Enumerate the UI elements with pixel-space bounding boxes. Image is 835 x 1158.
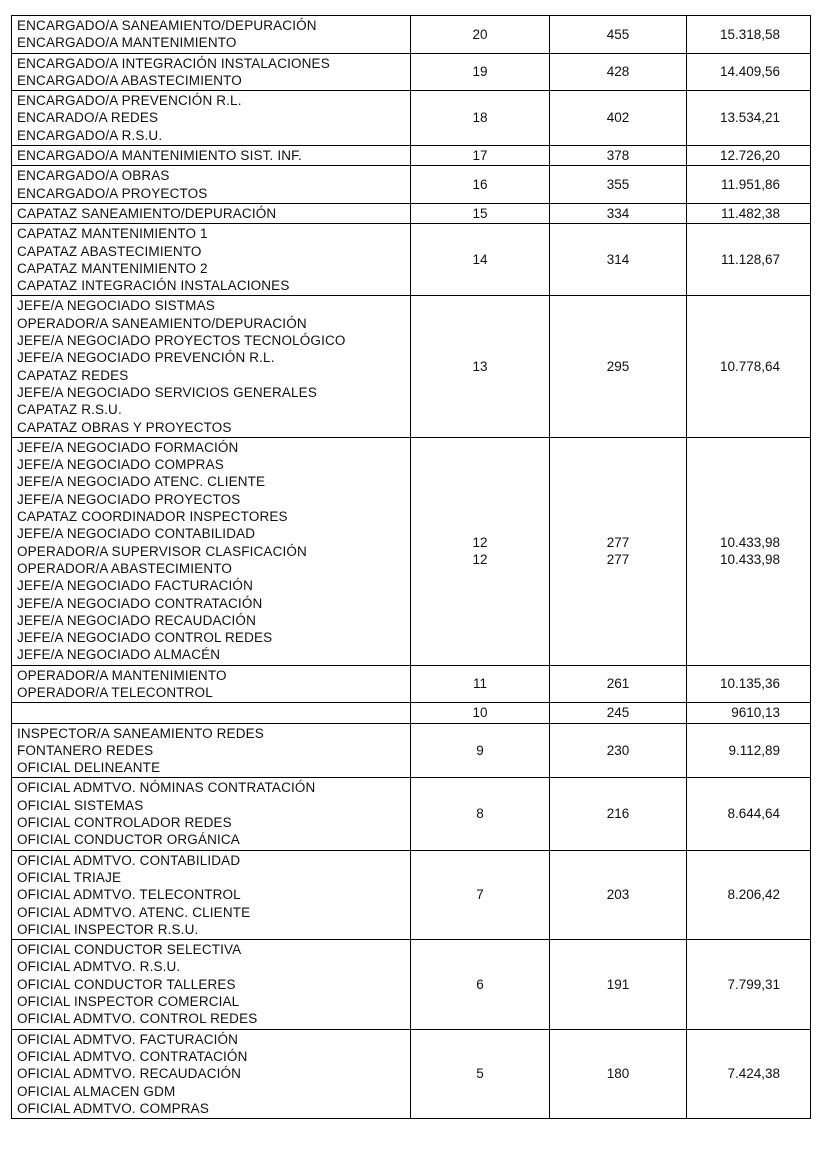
amount-text: 8.644,64 bbox=[727, 806, 780, 822]
category-text: OFICIAL DELINEANTE bbox=[17, 760, 161, 776]
points-cell bbox=[550, 665, 687, 703]
table-row bbox=[12, 665, 811, 703]
amount-text: 10.135,36 bbox=[719, 676, 780, 692]
level-text: 19 bbox=[472, 64, 488, 80]
points-text: 455 bbox=[606, 26, 630, 42]
category-text: OPERADOR/A SANEAMIENTO/DEPURACIÓN bbox=[17, 315, 307, 331]
level-text: 17 bbox=[472, 148, 488, 164]
points-cell bbox=[550, 146, 687, 166]
table-row bbox=[12, 53, 811, 91]
amount-cell bbox=[687, 723, 811, 778]
level-text: 6 bbox=[476, 976, 484, 992]
points-text: 203 bbox=[606, 887, 630, 903]
points-cell bbox=[550, 940, 687, 1029]
level-cell bbox=[411, 16, 550, 54]
points-cell bbox=[550, 16, 687, 54]
level-cell bbox=[411, 296, 550, 437]
amount-cell bbox=[687, 850, 811, 939]
category-text: JEFE/A NEGOCIADO RECAUDACIÓN bbox=[17, 612, 256, 628]
level-cell bbox=[411, 703, 550, 723]
table-row bbox=[12, 437, 811, 665]
amount-cell bbox=[687, 665, 811, 703]
category-text: ENCARGADO/A MANTENIMIENTO bbox=[17, 35, 237, 51]
level-cell bbox=[411, 850, 550, 939]
category-text: CAPATAZ ABASTECIMIENTO bbox=[17, 243, 202, 259]
level-cell bbox=[411, 166, 550, 204]
category-text: OFICIAL TRIAJE bbox=[17, 869, 122, 885]
category-text: ENCARGADO/A R.S.U. bbox=[17, 127, 163, 143]
category-text: OFICIAL CONDUCTOR ORGÁNICA bbox=[17, 832, 240, 848]
category-cell bbox=[12, 778, 411, 850]
amount-text: 9.112,89 bbox=[728, 742, 780, 758]
category-text: ENCARGADO/A INTEGRACIÓN INSTALACIONES bbox=[17, 55, 330, 71]
points-text: 277 bbox=[606, 534, 630, 550]
level-cell bbox=[411, 53, 550, 91]
level-text: 12 bbox=[472, 534, 488, 550]
amount-cell bbox=[687, 166, 811, 204]
category-text: ENCARGADO/A ABASTECIMIENTO bbox=[17, 72, 242, 88]
points-text: 295 bbox=[606, 358, 630, 374]
category-cell bbox=[12, 296, 411, 437]
amount-cell bbox=[687, 940, 811, 1029]
amount-text: 10.433,98 bbox=[719, 552, 780, 568]
category-text: JEFE/A NEGOCIADO PROYECTOS bbox=[17, 491, 241, 507]
category-text: ENCARGADO/A SANEAMIENTO/DEPURACIÓN bbox=[17, 18, 317, 33]
category-text: OPERADOR/A TELECONTROL bbox=[17, 684, 213, 700]
category-cell bbox=[12, 146, 411, 166]
category-text: JEFE/A NEGOCIADO SERVICIOS GENERALES bbox=[17, 384, 317, 400]
level-text: 20 bbox=[472, 26, 488, 42]
points-cell bbox=[550, 224, 687, 296]
level-cell bbox=[411, 778, 550, 850]
category-text: JEFE/A NEGOCIADO ATENC. CLIENTE bbox=[17, 474, 266, 490]
points-text: 355 bbox=[606, 177, 630, 193]
category-text: CAPATAZ MANTENIMIENTO 2 bbox=[17, 260, 208, 276]
table-row bbox=[12, 940, 811, 1029]
level-text: 16 bbox=[472, 177, 488, 193]
category-text: CAPATAZ INTEGRACIÓN INSTALACIONES bbox=[17, 278, 290, 294]
table-row bbox=[12, 296, 811, 437]
category-text: JEFE/A NEGOCIADO CONTROL REDES bbox=[17, 630, 273, 646]
table-row bbox=[12, 850, 811, 939]
category-text: OPERADOR/A SUPERVISOR CLASFICACIÓN bbox=[17, 543, 307, 559]
points-cell bbox=[550, 437, 687, 665]
level-cell bbox=[411, 146, 550, 166]
amount-text: 7.424,38 bbox=[727, 1066, 780, 1082]
category-text: ENCARGADO/A PREVENCIÓN R.L. bbox=[17, 93, 242, 109]
category-text: OFICIAL ADMTVO. R.S.U. bbox=[17, 959, 181, 975]
category-text: OFICIAL ADMTVO. CONTRATACIÓN bbox=[17, 1048, 248, 1064]
category-text: CAPATAZ R.S.U. bbox=[17, 402, 122, 418]
level-text: 7 bbox=[476, 887, 484, 903]
category-text: OFICIAL CONDUCTOR SELECTIVA bbox=[17, 942, 242, 958]
amount-cell bbox=[687, 91, 811, 146]
level-cell bbox=[411, 1029, 550, 1118]
salary-level-table bbox=[11, 15, 811, 1119]
category-text: CAPATAZ REDES bbox=[17, 367, 129, 383]
category-text: OFICIAL INSPECTOR COMERCIAL bbox=[17, 994, 240, 1010]
category-cell bbox=[12, 703, 411, 723]
category-text: JEFE/A NEGOCIADO CONTABILIDAD bbox=[17, 526, 256, 542]
category-text: CAPATAZ OBRAS Y PROYECTOS bbox=[17, 419, 232, 435]
points-text: 230 bbox=[606, 742, 630, 758]
category-text: OFICIAL ADMTVO. COMPRAS bbox=[17, 1100, 209, 1116]
category-text: OPERADOR/A ABASTECIMIENTO bbox=[17, 560, 233, 576]
points-cell bbox=[550, 778, 687, 850]
table-row bbox=[12, 703, 811, 723]
points-cell bbox=[550, 850, 687, 939]
level-cell bbox=[411, 723, 550, 778]
category-cell bbox=[12, 940, 411, 1029]
amount-cell bbox=[687, 437, 811, 665]
category-text: ENCARGADO/A MANTENIMIENTO SIST. INF. bbox=[17, 148, 302, 164]
category-text: JEFE/A NEGOCIADO SISTMAS bbox=[17, 298, 215, 314]
category-text: CAPATAZ MANTENIMIENTO 1 bbox=[17, 226, 208, 242]
points-text: 216 bbox=[606, 806, 630, 822]
amount-text: 13.534,21 bbox=[719, 110, 780, 126]
level-text: 14 bbox=[472, 252, 488, 268]
level-text: 12 bbox=[472, 552, 488, 568]
amount-text: 8.206,42 bbox=[727, 887, 780, 903]
category-text: OFICIAL ADMTVO. TELECONTROL bbox=[17, 887, 241, 903]
level-cell bbox=[411, 203, 550, 223]
table-row bbox=[12, 16, 811, 54]
category-text: OFICIAL ADMTVO. NÓMINAS CONTRATACIÓN bbox=[17, 780, 316, 796]
amount-text: 9610,13 bbox=[731, 705, 780, 721]
category-text: OFICIAL ADMTVO. CONTABILIDAD bbox=[17, 852, 241, 868]
points-text: 334 bbox=[606, 205, 630, 221]
points-text: 191 bbox=[606, 976, 630, 992]
points-cell bbox=[550, 703, 687, 723]
amount-text: 14.409,56 bbox=[719, 64, 780, 80]
level-text: 10 bbox=[472, 705, 488, 721]
points-text: 277 bbox=[606, 552, 630, 568]
level-cell bbox=[411, 665, 550, 703]
amount-text: 10.433,98 bbox=[719, 534, 780, 550]
category-text: OFICIAL INSPECTOR R.S.U. bbox=[17, 921, 199, 937]
category-text: JEFE/A NEGOCIADO PROYECTOS TECNOLÓGICO bbox=[17, 333, 346, 349]
level-cell bbox=[411, 91, 550, 146]
category-cell bbox=[12, 91, 411, 146]
table-row bbox=[12, 166, 811, 204]
amount-cell bbox=[687, 1029, 811, 1118]
level-text: 11 bbox=[472, 676, 487, 692]
amount-text: 11.482,38 bbox=[720, 205, 780, 221]
category-text: JEFE/A NEGOCIADO COMPRAS bbox=[17, 457, 224, 473]
points-cell bbox=[550, 1029, 687, 1118]
category-text: ENCARGADO/A PROYECTOS bbox=[17, 185, 208, 201]
level-text: 5 bbox=[476, 1066, 484, 1082]
level-text: 8 bbox=[476, 806, 484, 822]
category-text: OFICIAL CONDUCTOR TALLERES bbox=[17, 976, 236, 992]
category-cell bbox=[12, 16, 411, 54]
category-text: CAPATAZ COORDINADOR INSPECTORES bbox=[17, 509, 288, 525]
amount-text: 7.799,31 bbox=[727, 976, 780, 992]
table-body bbox=[12, 16, 811, 1119]
level-text: 18 bbox=[472, 110, 488, 126]
level-text: 15 bbox=[472, 205, 488, 221]
amount-cell bbox=[687, 296, 811, 437]
amount-text: 12.726,20 bbox=[719, 148, 780, 164]
amount-text: 11.951,86 bbox=[720, 177, 780, 193]
amount-cell bbox=[687, 16, 811, 54]
level-text: 13 bbox=[472, 358, 488, 374]
category-cell bbox=[12, 1029, 411, 1118]
table-row bbox=[12, 203, 811, 223]
points-text: 314 bbox=[606, 252, 630, 268]
level-text: 9 bbox=[476, 742, 484, 758]
table-row bbox=[12, 224, 811, 296]
level-cell bbox=[411, 224, 550, 296]
category-text: JEFE/A NEGOCIADO FORMACIÓN bbox=[17, 439, 239, 455]
category-text: OFICIAL ADMTVO. CONTROL REDES bbox=[17, 1011, 258, 1027]
points-cell bbox=[550, 53, 687, 91]
points-cell bbox=[550, 723, 687, 778]
category-text: OFICIAL ALMACEN GDM bbox=[17, 1083, 176, 1099]
category-text: OFICIAL SISTEMAS bbox=[17, 797, 144, 813]
category-text: ENCARADO/A REDES bbox=[17, 110, 159, 126]
amount-cell bbox=[687, 224, 811, 296]
category-text: CAPATAZ SANEAMIENTO/DEPURACIÓN bbox=[17, 205, 277, 221]
table-row bbox=[12, 91, 811, 146]
points-text: 378 bbox=[606, 148, 630, 164]
category-cell bbox=[12, 850, 411, 939]
level-cell bbox=[411, 940, 550, 1029]
amount-cell bbox=[687, 778, 811, 850]
points-cell bbox=[550, 91, 687, 146]
category-cell bbox=[12, 665, 411, 703]
category-cell bbox=[12, 203, 411, 223]
amount-cell bbox=[687, 703, 811, 723]
amount-cell bbox=[687, 203, 811, 223]
category-text: OFICIAL ADMTVO. RECAUDACIÓN bbox=[17, 1066, 242, 1082]
points-cell bbox=[550, 166, 687, 204]
category-cell bbox=[12, 53, 411, 91]
category-text: INSPECTOR/A SANEAMIENTO REDES bbox=[17, 725, 264, 741]
category-text: JEFE/A NEGOCIADO PREVENCIÓN R.L. bbox=[17, 350, 275, 366]
category-cell bbox=[12, 723, 411, 778]
category-text: JEFE/A NEGOCIADO CONTRATACIÓN bbox=[17, 595, 263, 611]
points-cell bbox=[550, 296, 687, 437]
category-text: OFICIAL CONTROLADOR REDES bbox=[17, 815, 232, 831]
amount-cell bbox=[687, 53, 811, 91]
amount-text: 10.778,64 bbox=[719, 358, 780, 374]
level-cell bbox=[411, 437, 550, 665]
points-text: 245 bbox=[606, 705, 630, 721]
table-row bbox=[12, 146, 811, 166]
category-text: JEFE/A NEGOCIADO ALMACÉN bbox=[17, 647, 221, 663]
category-text: JEFE/A NEGOCIADO FACTURACIÓN bbox=[17, 578, 253, 594]
points-cell bbox=[550, 203, 687, 223]
table-row bbox=[12, 778, 811, 850]
category-text: OFICIAL ADMTVO. ATENC. CLIENTE bbox=[17, 904, 251, 920]
category-text: ENCARGADO/A OBRAS bbox=[17, 168, 170, 184]
category-text: OPERADOR/A MANTENIMIENTO bbox=[17, 667, 227, 683]
category-cell bbox=[12, 437, 411, 665]
table-row bbox=[12, 1029, 811, 1118]
points-text: 261 bbox=[606, 676, 630, 692]
category-cell bbox=[12, 224, 411, 296]
points-text: 402 bbox=[606, 110, 630, 126]
category-text: OFICIAL ADMTVO. FACTURACIÓN bbox=[17, 1031, 239, 1047]
amount-text: 15.318,58 bbox=[719, 26, 780, 42]
table-row bbox=[12, 723, 811, 778]
amount-text: 11.128,67 bbox=[720, 252, 780, 268]
points-text: 180 bbox=[606, 1066, 630, 1082]
category-text: FONTANERO REDES bbox=[17, 742, 154, 758]
points-text: 428 bbox=[606, 64, 630, 80]
amount-cell bbox=[687, 146, 811, 166]
category-cell bbox=[12, 166, 411, 204]
